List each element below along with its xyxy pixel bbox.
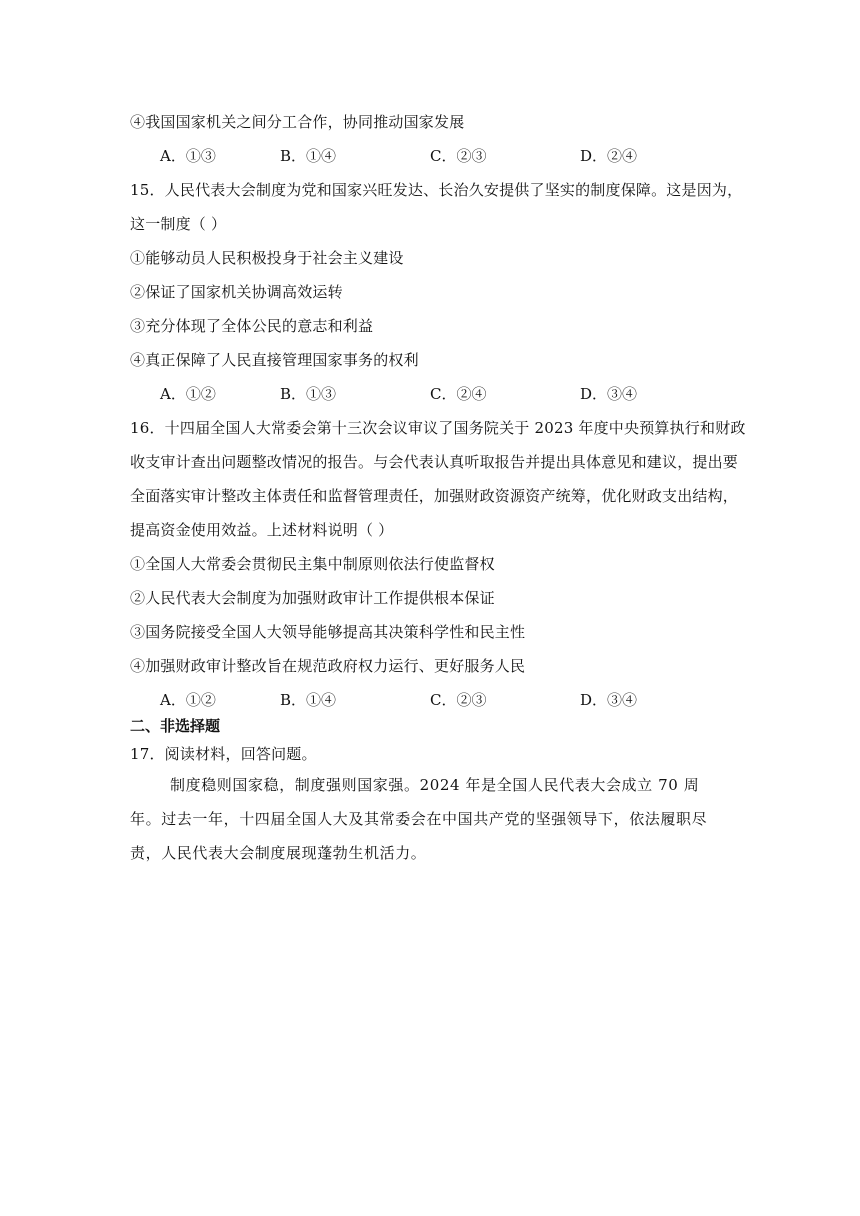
q16-stem-line3: 全面落实审计整改主体责任和监督管理责任，加强财政资源资产统筹，优化财政支出结构， (130, 487, 739, 505)
q16-statement-3: ③国务院接受全国人大领导能够提高其决策科学性和民主性 (130, 623, 526, 641)
q16-stem-line2: 收支审计查出问题整改情况的报告。与会代表认真听取报告并提出具体意见和建议，提出要 (130, 453, 739, 471)
q14-statement-4: ④我国国家机关之间分工合作，协同推动国家发展 (130, 113, 465, 131)
section-title: 二、非选择题 (130, 717, 221, 735)
q16-statement-1: ①全国人大常委会贯彻民主集中制原则依法行使监督权 (130, 555, 495, 573)
q17-stem: 17．阅读材料，回答问题。 (130, 745, 317, 763)
q14-option-a: A．①③ (160, 147, 216, 165)
q15-option-d: D．③④ (580, 385, 638, 403)
q15-statement-1: ①能够动员人民积极投身于社会主义建设 (130, 249, 404, 267)
q15-option-a: A．①② (160, 385, 216, 403)
q17-material: 制度稳则国家稳，制度强则国家强。2024 年是全国人民代表大会成立 70 周年。过去一年，十四届全国人大及其常委会在中国共产党的坚强领导下，依法履职尽责，人民代表大会制度展现蓬勃生机活力。 (130, 776, 708, 862)
q15-stem-line1: 15．人民代表大会制度为党和国家兴旺发达、长治久安提供了坚实的制度保障。这是因为， (130, 181, 743, 199)
q15-statement-2: ②保证了国家机关协调高效运转 (130, 283, 343, 301)
q16-option-b: B．①④ (280, 691, 337, 709)
q16-option-a: A．①② (160, 691, 216, 709)
q16-stem-line4: 提高资金使用效益。上述材料说明（ ） (130, 521, 394, 539)
q14-option-c: C．②③ (430, 147, 487, 165)
q16-stem-line1: 16．十四届全国人大常委会第十三次会议审议了国务院关于 2023 年度中央预算执行和财政 (130, 419, 746, 437)
q16-option-c: C．②③ (430, 691, 487, 709)
q15-statement-3: ③充分体现了全体公民的意志和利益 (130, 317, 374, 335)
q16-option-d: D．③④ (580, 691, 638, 709)
q15-statement-4: ④真正保障了人民直接管理国家事务的权利 (130, 351, 419, 369)
q14-option-d: D．②④ (580, 147, 638, 165)
q14-option-b: B．①④ (280, 147, 337, 165)
q15-option-b: B．①③ (280, 385, 337, 403)
q15-stem-line2: 这一制度（ ） (130, 215, 227, 233)
q16-statement-2: ②人民代表大会制度为加强财政审计工作提供根本保证 (130, 589, 495, 607)
q15-option-c: C．②④ (430, 385, 487, 403)
q16-statement-4: ④加强财政审计整改旨在规范政府权力运行、更好服务人民 (130, 657, 526, 675)
